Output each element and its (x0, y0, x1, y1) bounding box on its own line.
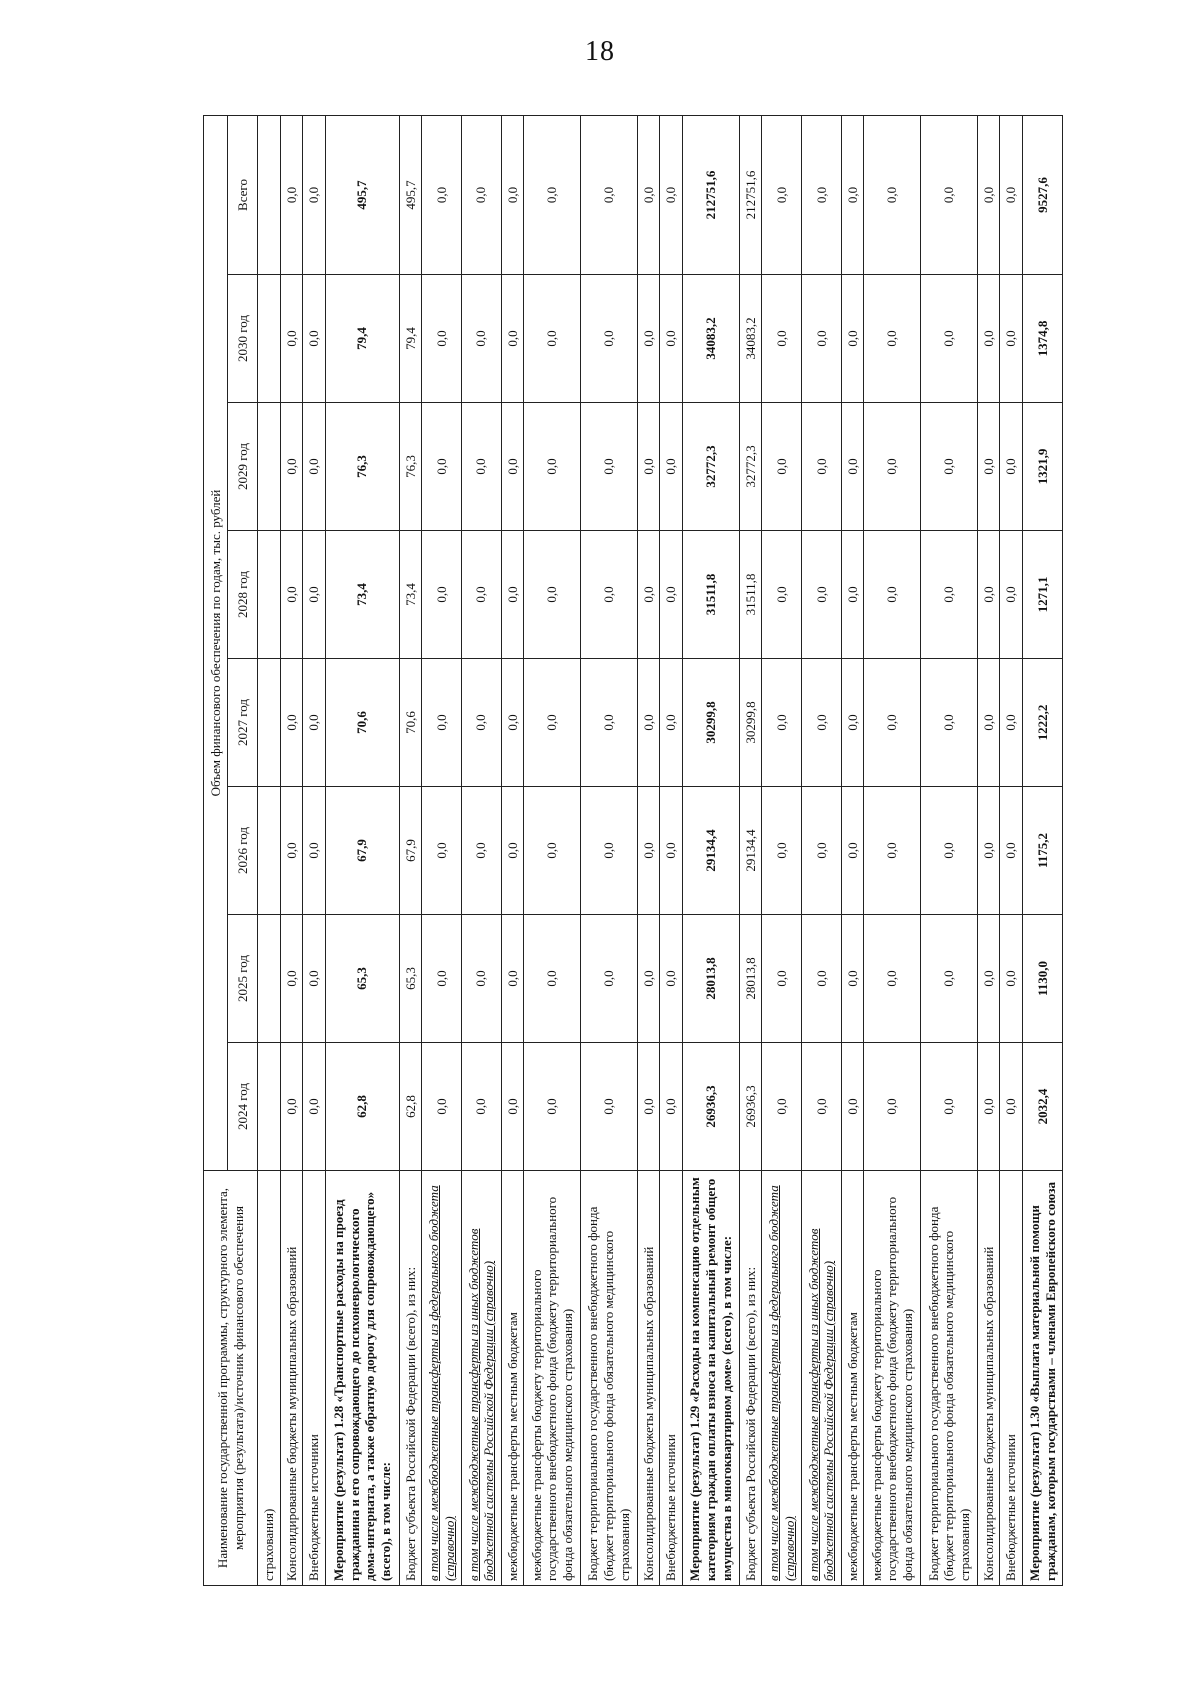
row-value-cell: 0,0 (637, 1043, 660, 1171)
table-row (399, 115, 422, 1585)
row-value-cell: 0,0 (422, 1043, 462, 1171)
row-value-cell: 26936,3 (682, 1043, 739, 1171)
row-label: в том числе межбюджетные трансферты из федерального бюджета (справочно) (422, 1171, 462, 1586)
row-value-cell: 0,0 (1000, 787, 1023, 915)
row-value-cell: 0,0 (580, 1043, 637, 1171)
row-total-cell: 0,0 (280, 115, 303, 274)
page-number: 18 (585, 36, 615, 67)
row-value-cell: 0,0 (422, 787, 462, 915)
row-value-cell: 0,0 (280, 915, 303, 1043)
row-value-cell (258, 787, 281, 915)
row-value-cell (258, 1043, 281, 1171)
row-total-cell: 9527,6 (1023, 115, 1063, 274)
row-total-cell: 0,0 (660, 115, 683, 274)
row-label: страхования) (258, 1171, 281, 1586)
row-value-cell: 28013,8 (739, 915, 762, 1043)
row-label: в том числе межбюджетные трансферты из иных бюджетов бюджетной системы Российской Федерации (справочно) (801, 1171, 841, 1586)
row-total-cell: 0,0 (864, 115, 921, 274)
row-label: Консолидированные бюджеты муниципальных образований (280, 1171, 303, 1586)
row-total-cell: 0,0 (422, 115, 462, 274)
row-value-cell: 0,0 (801, 659, 841, 787)
row-total-cell: 0,0 (921, 115, 978, 274)
table-row (461, 115, 501, 1585)
row-value-cell: 0,0 (1000, 1043, 1023, 1171)
row-total-cell: 0,0 (580, 115, 637, 274)
row-label: Бюджет субъекта Российской Федерации (всего), из них: (399, 1171, 422, 1586)
row-value-cell: 0,0 (461, 275, 501, 403)
row-value-cell: 0,0 (501, 531, 524, 659)
row-value-cell: 0,0 (864, 531, 921, 659)
row-value-cell: 0,0 (841, 403, 864, 531)
row-value-cell: 70,6 (399, 659, 422, 787)
row-value-cell: 1271,1 (1023, 531, 1063, 659)
row-value-cell: 0,0 (864, 915, 921, 1043)
header-year: 2029 год (228, 403, 258, 531)
table-row (258, 115, 281, 1585)
row-value-cell: 73,4 (325, 531, 399, 659)
row-value-cell: 65,3 (325, 915, 399, 1043)
row-label: межбюджетные трансферты местным бюджетам (501, 1171, 524, 1586)
header-total: Всего (228, 115, 258, 274)
row-value-cell: 31511,8 (739, 531, 762, 659)
row-value-cell: 0,0 (921, 1043, 978, 1171)
row-total-cell: 0,0 (501, 115, 524, 274)
row-value-cell: 0,0 (864, 1043, 921, 1171)
row-value-cell: 67,9 (399, 787, 422, 915)
row-value-cell: 0,0 (422, 403, 462, 531)
row-value-cell: 0,0 (801, 531, 841, 659)
row-value-cell: 0,0 (841, 531, 864, 659)
row-label: Внебюджетные источники (660, 1171, 683, 1586)
row-value-cell: 0,0 (280, 1043, 303, 1171)
row-value-cell: 0,0 (422, 659, 462, 787)
table-row (841, 115, 864, 1585)
row-value-cell: 0,0 (303, 915, 326, 1043)
table-row (1023, 115, 1063, 1585)
row-label: в том числе межбюджетные трансферты из иных бюджетов бюджетной системы Российской Федерации (справочно) (461, 1171, 501, 1586)
row-value-cell: 0,0 (461, 403, 501, 531)
row-value-cell: 79,4 (399, 275, 422, 403)
header-year: 2028 год (228, 531, 258, 659)
row-total-cell: 0,0 (637, 115, 660, 274)
row-value-cell: 0,0 (637, 659, 660, 787)
row-value-cell: 0,0 (501, 403, 524, 531)
row-value-cell: 0,0 (501, 659, 524, 787)
row-value-cell: 0,0 (864, 787, 921, 915)
row-value-cell: 0,0 (1000, 275, 1023, 403)
row-value-cell: 0,0 (921, 915, 978, 1043)
row-label: Бюджет субъекта Российской Федерации (всего), из них: (739, 1171, 762, 1586)
row-value-cell: 0,0 (501, 787, 524, 915)
row-value-cell: 0,0 (977, 275, 1000, 403)
row-value-cell: 0,0 (977, 915, 1000, 1043)
table-body (258, 115, 1063, 1585)
row-value-cell: 65,3 (399, 915, 422, 1043)
row-value-cell: 0,0 (303, 659, 326, 787)
row-value-cell: 0,0 (841, 1043, 864, 1171)
row-label: Внебюджетные источники (303, 1171, 326, 1586)
row-total-cell: 0,0 (303, 115, 326, 274)
table-row (303, 115, 326, 1585)
row-value-cell: 0,0 (303, 275, 326, 403)
row-value-cell: 0,0 (841, 915, 864, 1043)
row-value-cell: 29134,4 (682, 787, 739, 915)
header-year: 2024 год (228, 1043, 258, 1171)
row-total-cell: 0,0 (1000, 115, 1023, 274)
row-total-cell: 0,0 (524, 115, 581, 274)
row-value-cell: 0,0 (977, 787, 1000, 915)
row-value-cell: 0,0 (921, 787, 978, 915)
row-value-cell: 0,0 (660, 275, 683, 403)
row-value-cell: 0,0 (580, 915, 637, 1043)
row-value-cell: 0,0 (580, 403, 637, 531)
row-value-cell: 62,8 (399, 1043, 422, 1171)
row-total-cell: 0,0 (461, 115, 501, 274)
row-value-cell: 0,0 (303, 403, 326, 531)
row-value-cell: 0,0 (580, 659, 637, 787)
table-row (762, 115, 802, 1585)
row-value-cell: 0,0 (660, 403, 683, 531)
header-year: 2027 год (228, 659, 258, 787)
row-total-cell: 0,0 (977, 115, 1000, 274)
row-value-cell: 0,0 (280, 403, 303, 531)
row-value-cell: 0,0 (637, 915, 660, 1043)
table-row (977, 115, 1000, 1585)
header-row-group (204, 115, 228, 1585)
row-value-cell: 76,3 (399, 403, 422, 531)
funding-table (203, 115, 1063, 1586)
row-value-cell: 1175,2 (1023, 787, 1063, 915)
row-total-cell (258, 115, 281, 274)
row-value-cell: 0,0 (461, 659, 501, 787)
row-value-cell: 0,0 (501, 1043, 524, 1171)
row-label: Бюджет территориального государственного внебюджетного фонда (бюджет территориального фонда обязательного медицинского страхования) (580, 1171, 637, 1586)
row-value-cell: 26936,3 (739, 1043, 762, 1171)
row-value-cell: 0,0 (864, 275, 921, 403)
row-total-cell: 495,7 (399, 115, 422, 274)
row-value-cell: 0,0 (977, 1043, 1000, 1171)
row-value-cell: 0,0 (637, 403, 660, 531)
row-value-cell: 0,0 (762, 787, 802, 915)
row-value-cell: 0,0 (1000, 403, 1023, 531)
row-label: Консолидированные бюджеты муниципальных образований (977, 1171, 1000, 1586)
row-total-cell: 0,0 (841, 115, 864, 274)
row-value-cell: 0,0 (422, 915, 462, 1043)
row-value-cell: 0,0 (303, 787, 326, 915)
row-value-cell: 76,3 (325, 403, 399, 531)
row-label: в том числе межбюджетные трансферты из федерального бюджета (справочно) (762, 1171, 802, 1586)
table-row (1000, 115, 1023, 1585)
row-value-cell: 0,0 (921, 659, 978, 787)
row-value-cell: 30299,8 (739, 659, 762, 787)
row-value-cell: 73,4 (399, 531, 422, 659)
row-value-cell: 0,0 (762, 915, 802, 1043)
row-value-cell: 0,0 (921, 403, 978, 531)
row-value-cell: 28013,8 (682, 915, 739, 1043)
row-value-cell: 0,0 (864, 403, 921, 531)
row-value-cell: 0,0 (637, 531, 660, 659)
table-row (524, 115, 581, 1585)
header-year: 2025 год (228, 915, 258, 1043)
row-total-cell: 212751,6 (739, 115, 762, 274)
row-value-cell (258, 915, 281, 1043)
row-value-cell: 0,0 (660, 1043, 683, 1171)
table-row (682, 115, 739, 1585)
row-value-cell: 0,0 (461, 787, 501, 915)
row-value-cell: 0,0 (977, 403, 1000, 531)
row-value-cell: 2032,4 (1023, 1043, 1063, 1171)
row-value-cell: 70,6 (325, 659, 399, 787)
row-value-cell: 0,0 (801, 915, 841, 1043)
row-value-cell: 0,0 (841, 275, 864, 403)
row-value-cell: 0,0 (762, 275, 802, 403)
row-value-cell: 0,0 (524, 915, 581, 1043)
row-value-cell: 0,0 (303, 1043, 326, 1171)
row-value-cell: 0,0 (801, 403, 841, 531)
table-row (660, 115, 683, 1585)
row-value-cell: 0,0 (1000, 531, 1023, 659)
row-value-cell: 0,0 (280, 531, 303, 659)
row-label: межбюджетные трансферты бюджету территориального государственного внебюджетного фонда (бюджету территориального фонда обязательного медицинского страхования) (864, 1171, 921, 1586)
header-year: 2030 год (228, 275, 258, 403)
row-label: межбюджетные трансферты бюджету территориального государственного внебюджетного фонда (бюджету территориального фонда обязательного медицинского страхования) (524, 1171, 581, 1586)
row-total-cell: 0,0 (762, 115, 802, 274)
row-label: Бюджет территориального государственного внебюджетного фонда (бюджет территориального фонда обязательного медицинского страхования) (921, 1171, 978, 1586)
row-value-cell (258, 531, 281, 659)
row-value-cell: 0,0 (921, 531, 978, 659)
table-row (921, 115, 978, 1585)
row-value-cell: 0,0 (660, 787, 683, 915)
table-row (637, 115, 660, 1585)
row-value-cell: 0,0 (422, 275, 462, 403)
row-value-cell: 0,0 (461, 1043, 501, 1171)
row-value-cell: 0,0 (280, 275, 303, 403)
row-value-cell: 0,0 (637, 275, 660, 403)
table-row (325, 115, 399, 1585)
row-value-cell: 0,0 (501, 275, 524, 403)
row-label: Мероприятие (результат) 1.28 «Транспортные расходы на проезд гражданина и его сопровождающего до психоневрологического дома-интерната, а также обратную дорогу для сопровождающего» (всего), в том числе: (325, 1171, 399, 1586)
row-value-cell: 0,0 (303, 531, 326, 659)
row-value-cell: 0,0 (637, 787, 660, 915)
header-group: Объем финансового обеспечения по годам, тыс. рублей (204, 115, 228, 1170)
row-value-cell: 0,0 (580, 275, 637, 403)
row-value-cell: 0,0 (762, 403, 802, 531)
row-value-cell: 0,0 (977, 659, 1000, 787)
row-label: Мероприятие (результат) 1.30 «Выплата материальной помощи гражданам, которым государствами – членами Европейского союза (1023, 1171, 1063, 1586)
table-row (801, 115, 841, 1585)
rotated-table-container (203, 116, 1063, 1586)
row-value-cell: 0,0 (864, 659, 921, 787)
row-value-cell: 0,0 (1000, 915, 1023, 1043)
row-total-cell: 212751,6 (682, 115, 739, 274)
row-value-cell: 0,0 (660, 531, 683, 659)
row-value-cell: 0,0 (280, 659, 303, 787)
row-value-cell: 0,0 (660, 915, 683, 1043)
row-value-cell: 0,0 (580, 531, 637, 659)
row-value-cell: 0,0 (1000, 659, 1023, 787)
table-row (422, 115, 462, 1585)
row-value-cell: 34083,2 (682, 275, 739, 403)
row-value-cell: 0,0 (801, 787, 841, 915)
row-value-cell: 0,0 (280, 787, 303, 915)
row-label: Внебюджетные источники (1000, 1171, 1023, 1586)
row-value-cell: 32772,3 (739, 403, 762, 531)
row-value-cell (258, 403, 281, 531)
row-value-cell: 0,0 (524, 1043, 581, 1171)
table-row (739, 115, 762, 1585)
row-value-cell: 0,0 (422, 531, 462, 659)
row-value-cell: 1321,9 (1023, 403, 1063, 531)
table-row (501, 115, 524, 1585)
header-year: 2026 год (228, 787, 258, 915)
row-value-cell: 0,0 (801, 275, 841, 403)
row-value-cell: 29134,4 (739, 787, 762, 915)
row-value-cell: 1222,2 (1023, 659, 1063, 787)
row-value-cell: 67,9 (325, 787, 399, 915)
row-value-cell: 0,0 (762, 531, 802, 659)
row-value-cell: 0,0 (841, 787, 864, 915)
row-value-cell: 34083,2 (739, 275, 762, 403)
table-row (864, 115, 921, 1585)
row-value-cell: 0,0 (461, 531, 501, 659)
row-value-cell: 62,8 (325, 1043, 399, 1171)
row-value-cell: 0,0 (524, 787, 581, 915)
row-value-cell: 0,0 (841, 659, 864, 787)
row-value-cell: 0,0 (461, 915, 501, 1043)
row-value-cell: 79,4 (325, 275, 399, 403)
row-label: межбюджетные трансферты местным бюджетам (841, 1171, 864, 1586)
table-row (580, 115, 637, 1585)
row-value-cell (258, 275, 281, 403)
row-total-cell: 0,0 (801, 115, 841, 274)
row-value-cell: 30299,8 (682, 659, 739, 787)
row-total-cell: 495,7 (325, 115, 399, 274)
row-value-cell: 0,0 (524, 275, 581, 403)
row-value-cell: 0,0 (660, 659, 683, 787)
row-label: Консолидированные бюджеты муниципальных образований (637, 1171, 660, 1586)
row-value-cell: 0,0 (501, 915, 524, 1043)
row-value-cell: 0,0 (762, 1043, 802, 1171)
row-value-cell: 32772,3 (682, 403, 739, 531)
row-value-cell: 0,0 (762, 659, 802, 787)
row-value-cell: 1374,8 (1023, 275, 1063, 403)
row-value-cell: 0,0 (524, 403, 581, 531)
row-value-cell: 31511,8 (682, 531, 739, 659)
header-name-column: Наименование государственной программы, структурного элемента, мероприятия (результата)/источник финансового обеспечения (204, 1171, 258, 1586)
row-value-cell: 0,0 (524, 531, 581, 659)
row-label: Мероприятие (результат) 1.29 «Расходы на компенсацию отдельным категориям граждан оплаты взноса на капитальный ремонт общего имущества в многоквартирном доме» (всего), в том числе: (682, 1171, 739, 1586)
row-value-cell: 0,0 (921, 275, 978, 403)
row-value-cell (258, 659, 281, 787)
row-value-cell: 0,0 (580, 787, 637, 915)
row-value-cell: 1130,0 (1023, 915, 1063, 1043)
row-value-cell: 0,0 (524, 659, 581, 787)
row-value-cell: 0,0 (801, 1043, 841, 1171)
row-value-cell: 0,0 (977, 531, 1000, 659)
table-row (280, 115, 303, 1585)
